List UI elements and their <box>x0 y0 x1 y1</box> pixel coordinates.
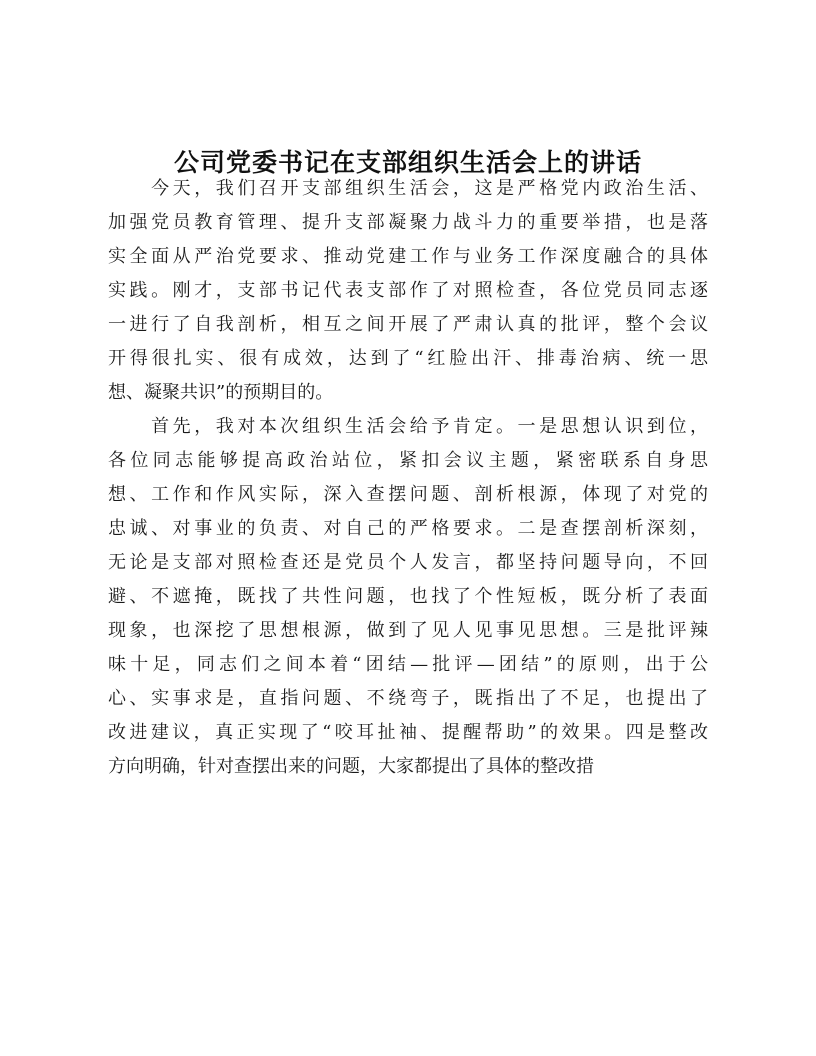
text-line: 实践。刚才，支部书记代表支部作了对照检查，各位党员同志逐 <box>108 280 708 301</box>
text-line: 今天，我们召开支部组织生活会，这是严格党内政治生活、 <box>108 178 708 199</box>
text-line: 方向明确，针对查摆出来的问题，大家都提出了具体的整改措 <box>108 756 594 777</box>
text-line: 首先，我对本次组织生活会给予肯定。一是思想认识到位， <box>108 416 708 437</box>
text-line: 想、凝聚共识”的预期目的。 <box>108 382 334 403</box>
text-line: 忠诚、对事业的负责、对自己的严格要求。二是查摆剖析深刻， <box>108 518 708 539</box>
text-line: 改进建议，真正实现了“咬耳扯袖、提醒帮助”的效果。四是整改 <box>108 722 708 743</box>
text-line: 想、工作和作风实际，深入查摆问题、剖析根源，体现了对党的 <box>108 484 708 505</box>
text-line: 一进行了自我剖析，相互之间开展了严肃认真的批评，整个会议 <box>108 314 708 335</box>
text-line: 各位同志能够提高政治站位，紧扣会议主题，紧密联系自身思 <box>108 450 708 471</box>
text-line: 加强党员教育管理、提升支部凝聚力战斗力的重要举措，也是落 <box>108 212 708 233</box>
text-line: 现象，也深挖了思想根源，做到了见人见事见思想。三是批评辣 <box>108 620 708 641</box>
text-line: 实全面从严治党要求、推动党建工作与业务工作深度融合的具体 <box>108 246 708 267</box>
text-line: 开得很扎实、很有成效，达到了“红脸出汗、排毒治病、统一思 <box>108 348 708 369</box>
text-line: 味十足，同志们之间本着“团结—批评—团结”的原则，出于公 <box>108 654 708 675</box>
text-line: 避、不遮掩，既找了共性问题，也找了个性短板，既分析了表面 <box>108 586 708 607</box>
document-title: 公司党委书记在支部组织生活会上的讲话 <box>173 148 642 177</box>
document-body <box>108 172 708 784</box>
text-line: 心、实事求是，直指问题、不绕弯子，既指出了不足，也提出了 <box>108 688 708 709</box>
text-line: 无论是支部对照检查还是党员个人发言，都坚持问题导向，不回 <box>108 552 708 573</box>
paragraph-1 <box>108 172 708 410</box>
paragraph-2 <box>108 410 708 784</box>
